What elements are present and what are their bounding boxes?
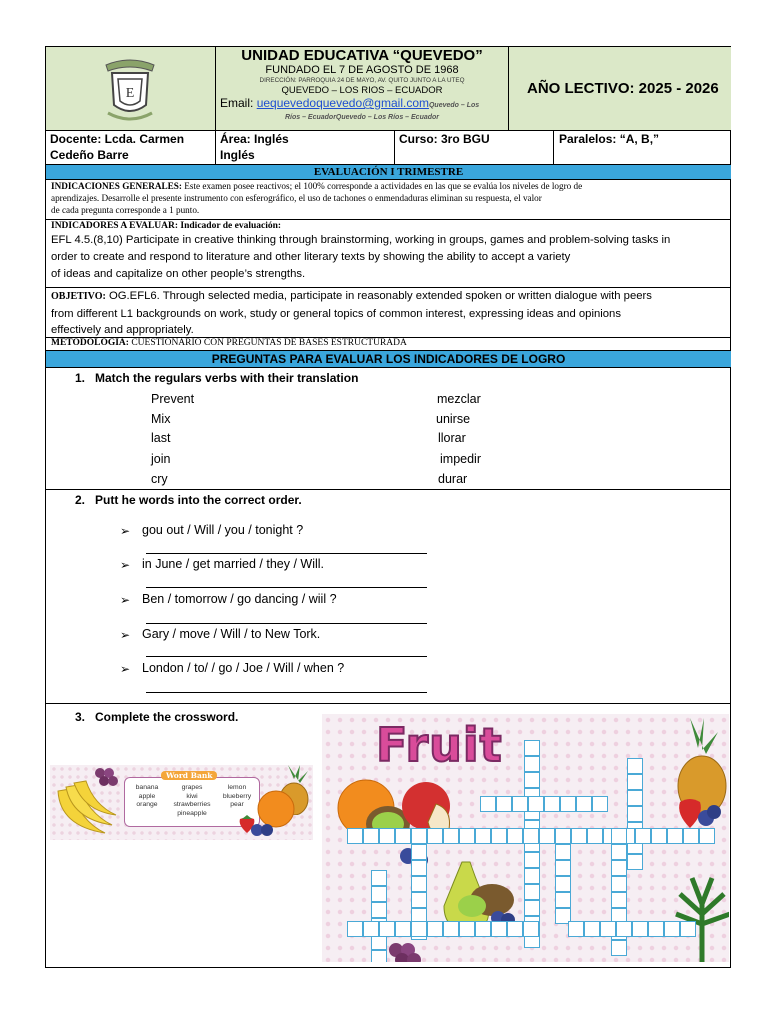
crossword-cell[interactable] <box>491 828 507 844</box>
q2-number: 2. <box>75 493 86 507</box>
indicators-line1: EFL 4.5.(8,10) Participate in creative thinking through brainstorming, working in groups, games and problem-solving tasks in <box>51 234 671 246</box>
q1-right-word: durar <box>438 472 468 486</box>
crossword-cell[interactable] <box>651 828 667 844</box>
evaluation-title-bar: EVALUACIÓN I TRIMESTRE <box>46 165 731 179</box>
crossword-cell[interactable] <box>555 876 571 892</box>
arrow-bullet-icon: ➢ <box>120 524 131 538</box>
crossword-cell[interactable] <box>627 774 643 790</box>
q3-number: 3. <box>75 710 86 724</box>
grapes-icon <box>92 765 122 795</box>
objective-line2: from different L1 backgrounds on work, study or general topics of common interest, expressing ideas and opinions <box>51 307 621 320</box>
objective-label: OBJETIVO: <box>51 291 106 302</box>
crossword-cell[interactable] <box>371 886 387 902</box>
strawberry-icon <box>672 792 722 832</box>
teacher-name: Docente: Lcda. Carmen <box>50 132 185 146</box>
crossword-title: Fruit <box>376 718 503 772</box>
crossword-cell[interactable] <box>576 796 592 812</box>
crossword-cell[interactable] <box>411 860 427 876</box>
crossword-cell[interactable] <box>611 844 627 860</box>
q2-item: gou out / Will / you / tonight ? <box>142 523 304 537</box>
school-crest-icon <box>100 55 160 125</box>
crossword-cell[interactable] <box>379 828 395 844</box>
crossword-cell[interactable] <box>524 868 540 884</box>
q3-title: Complete the crossword. <box>95 710 239 724</box>
arrow-bullet-icon: ➢ <box>120 628 131 642</box>
indicators-line3: of ideas and capitalize on other people’s strengths. <box>51 268 306 280</box>
word-bank-word: lemon <box>227 784 247 791</box>
word-bank-word: banana <box>135 784 159 791</box>
crossword-cell[interactable] <box>524 756 540 772</box>
word-bank-word: pear <box>230 801 244 808</box>
q3-heading <box>75 710 238 724</box>
crossword-cell[interactable] <box>411 828 427 844</box>
crossword-cell[interactable] <box>371 902 387 918</box>
teacher-name-line2: Cedeño Barre <box>50 148 129 162</box>
crossword-cell[interactable] <box>363 921 379 937</box>
q2-item: in June / get married / they / Will. <box>142 557 325 571</box>
crossword-cell[interactable] <box>632 921 648 937</box>
crossword-cell[interactable] <box>560 796 576 812</box>
area-label: Área: Inglés <box>220 132 289 146</box>
q2-heading <box>75 493 302 507</box>
crossword-cell[interactable] <box>443 921 459 937</box>
crossword-cell[interactable] <box>627 758 643 774</box>
crossword-cell[interactable] <box>592 796 608 812</box>
crossword-cell[interactable] <box>411 921 427 937</box>
email-suffix: Quevedo – Los <box>428 102 480 109</box>
crossword-cell[interactable] <box>371 870 387 886</box>
logo-cell <box>46 47 215 130</box>
q1-right-word: llorar <box>438 431 466 445</box>
crossword-cell[interactable] <box>555 860 571 876</box>
crossword-cell[interactable] <box>616 921 632 937</box>
q1-number: 1. <box>75 371 86 385</box>
crossword-cell[interactable] <box>627 806 643 822</box>
word-bank-word: grapes <box>181 784 203 791</box>
area-label-line2: Inglés <box>220 148 255 162</box>
crossword-cell[interactable] <box>571 828 587 844</box>
crossword-cell[interactable] <box>459 921 475 937</box>
crossword-cell[interactable] <box>475 921 491 937</box>
q1-left-word: cry <box>151 472 168 486</box>
crossword-cell[interactable] <box>411 876 427 892</box>
crossword-cell[interactable] <box>568 921 584 937</box>
blueberry-icon <box>250 821 274 839</box>
questions-title-bar: PREGUNTAS PARA EVALUAR LOS INDICADORES DE LOGRO <box>46 351 731 367</box>
indicators-section <box>51 220 729 283</box>
indicators-label-suffix: Indicador de evaluación: <box>178 221 282 231</box>
palm-leaf-icon <box>672 874 729 962</box>
q1-left-word: join <box>151 452 171 466</box>
crossword-cell[interactable] <box>524 740 540 756</box>
crossword-cell[interactable] <box>611 860 627 876</box>
crossword-cell[interactable] <box>395 828 411 844</box>
crossword-cell[interactable] <box>635 828 651 844</box>
crossword-cell[interactable] <box>347 828 363 844</box>
general-indications-label: INDICACIONES GENERALES: <box>51 181 182 191</box>
q2-title: Putt he words into the correct order. <box>95 493 302 507</box>
word-bank-title: Word Bank <box>161 771 217 780</box>
arrow-bullet-icon: ➢ <box>120 558 131 572</box>
crossword-cell[interactable] <box>648 921 664 937</box>
methodology-section <box>51 337 407 350</box>
crossword-cell[interactable] <box>528 796 544 812</box>
crossword-cell[interactable] <box>363 828 379 844</box>
q1-heading <box>75 371 358 385</box>
crossword-cell[interactable] <box>459 828 475 844</box>
crossword-cell[interactable] <box>507 921 523 937</box>
crossword-cell[interactable] <box>664 921 680 937</box>
arrow-bullet-icon: ➢ <box>120 593 131 607</box>
methodology-text: CUESTIONARIO CON PREGUNTAS DE BASES ESTRUCTURADA <box>128 338 407 348</box>
crossword-cell[interactable] <box>699 828 715 844</box>
school-name: UNIDAD EDUCATIVA “QUEVEDO” <box>241 47 483 64</box>
crossword-cell[interactable] <box>627 790 643 806</box>
crossword-cell[interactable] <box>524 772 540 788</box>
crossword-cell[interactable] <box>524 884 540 900</box>
email-label: Email: <box>220 96 257 110</box>
crossword-cell[interactable] <box>523 921 539 937</box>
crossword-cell[interactable] <box>611 876 627 892</box>
crossword-cell[interactable] <box>587 828 603 844</box>
objective-line1: OG.EFL6. Through selected media, participate in reasonably extended spoken or written dialogue with peers <box>105 290 652 302</box>
crossword-cell[interactable] <box>611 892 627 908</box>
crossword-cell[interactable] <box>683 828 699 844</box>
crossword-cell[interactable] <box>611 828 627 844</box>
crossword-cell[interactable] <box>427 828 443 844</box>
word-bank-image <box>50 765 313 840</box>
q2-item: Ben / tomorrow / go dancing / wiil ? <box>142 592 337 606</box>
objective-line3: effectively and appropriately. <box>51 324 194 336</box>
school-info-cell <box>216 47 508 130</box>
crossword-cell[interactable] <box>496 796 512 812</box>
crossword-cell[interactable] <box>600 921 616 937</box>
crossword-cell[interactable] <box>523 828 539 844</box>
general-indications-line3: de cada pregunta corresponde a 1 punto. <box>51 205 200 215</box>
answer-line[interactable] <box>146 553 427 554</box>
crossword-cell[interactable] <box>544 796 560 812</box>
parallels-cell: Paralelos: “A, B,” <box>559 132 660 146</box>
crossword-cell[interactable] <box>371 950 387 962</box>
grapes-icon <box>386 940 426 962</box>
email-link[interactable]: uequevedoquevedo@gmail.com <box>256 96 429 110</box>
crossword-cell[interactable] <box>347 921 363 937</box>
indicators-label: INDICADORES A EVALUAR: <box>51 221 179 231</box>
founded-date: FUNDADO EL 7 DE AGOSTO DE 1968 <box>265 64 459 76</box>
svg-text:E: E <box>125 86 135 101</box>
crossword-cell[interactable] <box>379 921 395 937</box>
arrow-bullet-icon: ➢ <box>120 662 131 676</box>
q1-title: Match the regulars verbs with their translation <box>95 371 359 385</box>
q1-left-word: last <box>151 431 171 445</box>
word-bank-word: pineapple <box>177 809 207 817</box>
crossword-cell[interactable] <box>512 796 528 812</box>
q2-item: London / to/ / go / Joe / Will / when ? <box>142 661 345 675</box>
answer-line[interactable] <box>146 587 427 588</box>
crossword-cell[interactable] <box>524 900 540 916</box>
crossword-cell[interactable] <box>667 828 683 844</box>
crossword-cell[interactable] <box>480 796 496 812</box>
location-line: Ríos – EcuadorQuevedo – Los Ríos – Ecuador <box>284 114 440 121</box>
answer-line[interactable] <box>146 656 427 657</box>
objective-section <box>51 288 729 339</box>
q1-left-word: Mix <box>151 412 171 426</box>
word-bank-word: orange <box>136 801 158 808</box>
crossword-cell[interactable] <box>475 828 491 844</box>
course-cell: Curso: 3ro BGU <box>399 132 490 146</box>
q2-item: Gary / move / Will / to New Tork. <box>142 627 321 641</box>
school-address: DIRECCIÓN: PARROQUIA 24 DE MAYO, AV. QUITO JUNTO A LA UTEQ <box>259 77 465 84</box>
q1-right-word: impedir <box>440 452 481 466</box>
crossword-cell[interactable] <box>555 844 571 860</box>
general-indications-line1: Este examen posee reactivos; el 100% corresponde a actividades en las que se evalúa los niveles de logro de <box>181 181 583 191</box>
crossword-cell[interactable] <box>627 854 643 870</box>
general-indications <box>51 180 729 216</box>
q1-right-word: mezclar <box>437 392 481 406</box>
answer-line[interactable] <box>146 623 427 624</box>
crossword-cell[interactable] <box>584 921 600 937</box>
crossword-cell[interactable] <box>411 892 427 908</box>
crossword-cell[interactable] <box>611 940 627 956</box>
indicators-line2: order to create and respond to literature and other literary texts by showing the ability to accept a variety <box>51 251 571 263</box>
area-cell <box>220 131 390 163</box>
school-city: QUEVEDO – LOS RIOS – ECUADOR <box>281 85 443 96</box>
school-year-cell <box>509 47 731 130</box>
crossword-cell[interactable] <box>524 852 540 868</box>
crossword-cell[interactable] <box>507 828 523 844</box>
word-bank-word: kiwi <box>186 792 198 800</box>
word-bank-word: apple <box>138 792 156 800</box>
q1-left-word: Prevent <box>151 392 195 406</box>
school-year: AÑO LECTIVO: 2025 - 2026 <box>527 80 719 97</box>
crossword-cell[interactable] <box>411 844 427 860</box>
teacher-cell <box>50 131 215 163</box>
crossword-cell[interactable] <box>443 828 459 844</box>
methodology-label: METODOLOGIA: <box>51 338 129 348</box>
word-bank-word: blueberry <box>222 792 252 800</box>
crossword-cell[interactable] <box>680 921 696 937</box>
crossword-cell[interactable] <box>555 828 571 844</box>
word-bank-word: strawberries <box>173 801 211 808</box>
crossword-cell[interactable] <box>539 828 555 844</box>
q1-right-word: unirse <box>436 412 471 426</box>
crossword-cell[interactable] <box>427 921 443 937</box>
answer-line[interactable] <box>146 692 427 693</box>
crossword-image <box>322 714 729 962</box>
general-indications-line2: aprendizajes. Desarrolle el presente instrumento con esferográfico, el uso de tachones o enmendaduras eliminan su respuesta, el valor <box>51 193 542 203</box>
crossword-cell[interactable] <box>395 921 411 937</box>
crossword-cell[interactable] <box>555 892 571 908</box>
crossword-cell[interactable] <box>491 921 507 937</box>
